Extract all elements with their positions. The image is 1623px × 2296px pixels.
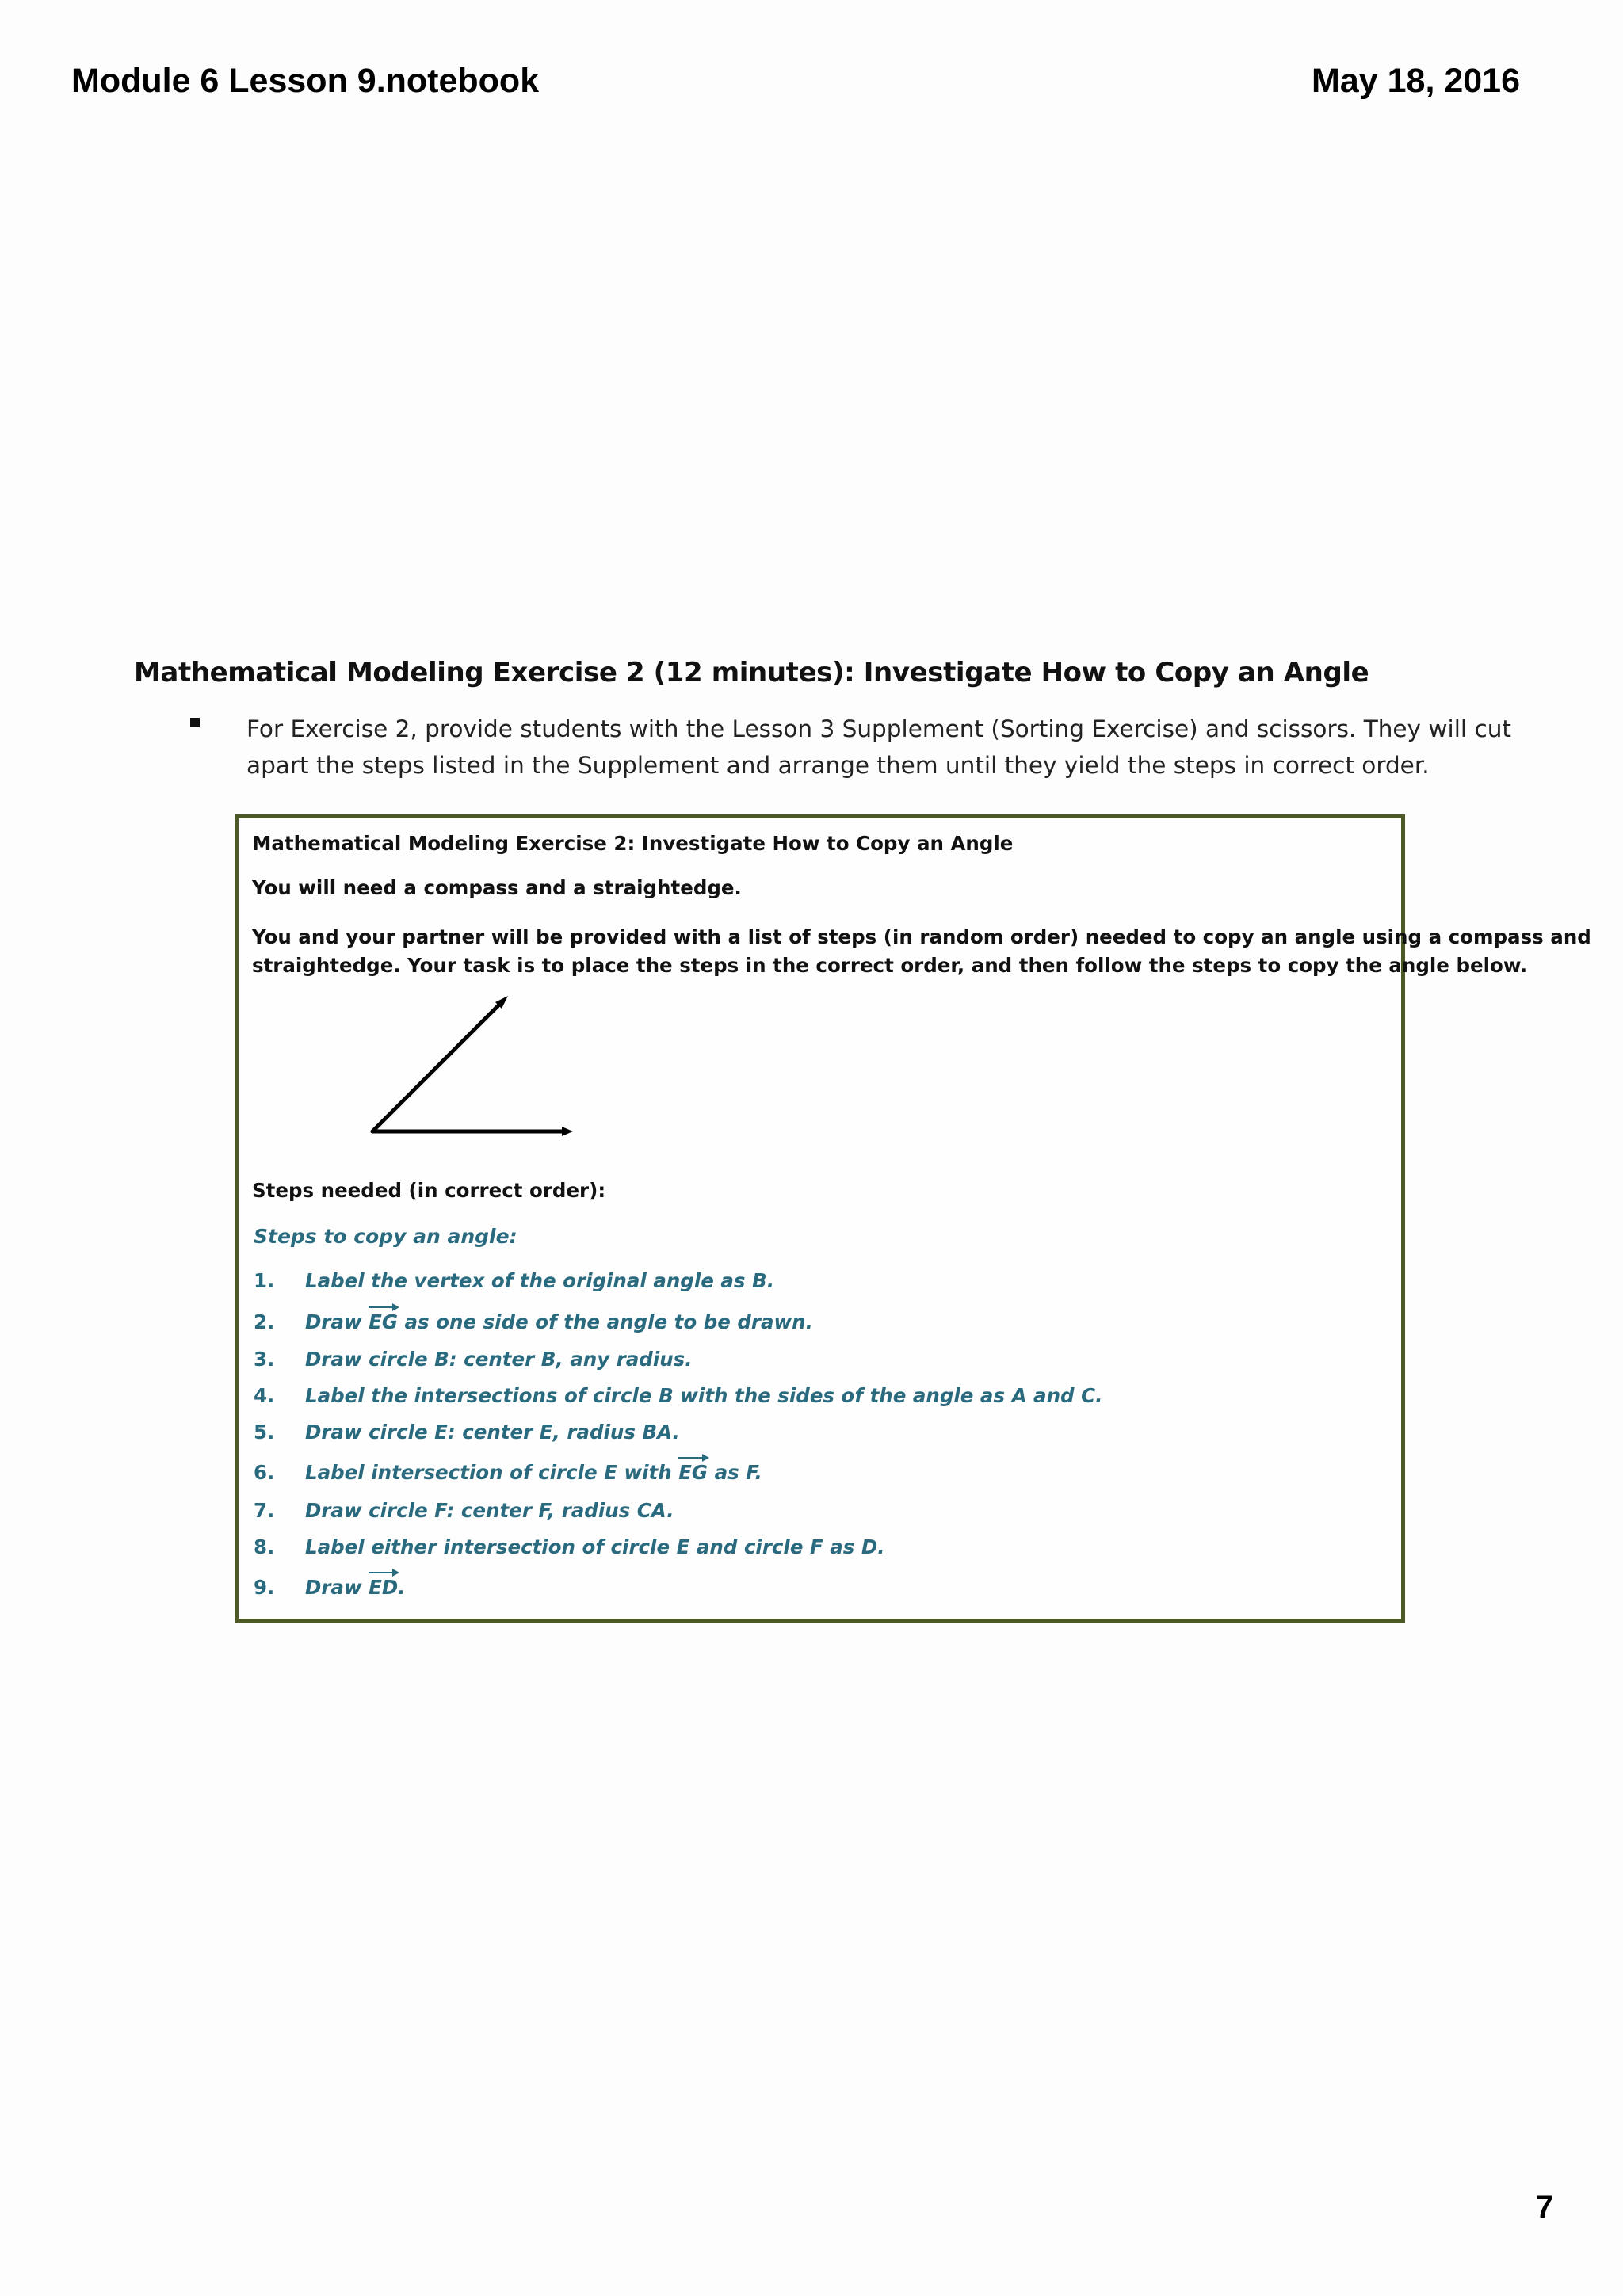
task-line: straightedge. Your task is to place the steps in the correct order, and then follow the steps to copy the angle below. bbox=[252, 954, 1528, 977]
step-number: 2. bbox=[254, 1310, 275, 1333]
ray-notation: EG bbox=[678, 1461, 708, 1484]
step-number: 9. bbox=[254, 1576, 275, 1599]
step-item bbox=[254, 1384, 1102, 1407]
angle-upper-ray bbox=[372, 1001, 503, 1131]
step-text-end: as one side of the angle to be drawn. bbox=[397, 1310, 813, 1333]
step-text: Label the intersections of circle B with the sides of the angle as A and C. bbox=[305, 1384, 1103, 1407]
lower-arrowhead bbox=[562, 1127, 573, 1136]
intro-paragraph bbox=[246, 711, 1530, 784]
notebook-title: Module 6 Lesson 9.notebook bbox=[71, 62, 540, 100]
page-number: 7 bbox=[1535, 2190, 1553, 2225]
step-text: Draw circle F: center F, radius CA. bbox=[305, 1499, 674, 1522]
exercise-title: Mathematical Modeling Exercise 2: Investigate How to Copy an Angle bbox=[252, 832, 1014, 855]
step-item bbox=[254, 1576, 406, 1599]
step-item bbox=[254, 1348, 693, 1371]
step-number: 3. bbox=[254, 1348, 275, 1371]
step-number: 7. bbox=[254, 1499, 275, 1522]
step-text: Draw bbox=[305, 1576, 369, 1599]
step-text-end: . bbox=[398, 1576, 406, 1599]
step-item bbox=[254, 1269, 774, 1292]
task-line: You and your partner will be provided with a list of steps (in random order) needed to copy an angle using a compass and bbox=[252, 925, 1591, 948]
step-text-end: as F. bbox=[708, 1461, 762, 1484]
materials-needed: You will need a compass and a straightedge. bbox=[252, 876, 742, 899]
step-number: 5. bbox=[254, 1421, 275, 1444]
step-text: Draw circle E: center E, radius BA. bbox=[305, 1421, 680, 1444]
step-item bbox=[254, 1461, 762, 1484]
steps-needed-label: Steps needed (in correct order): bbox=[252, 1179, 606, 1202]
intro-line: apart the steps listed in the Supplement and arrange them until they yield the steps in correct order. bbox=[246, 752, 1430, 779]
bullet-icon bbox=[190, 718, 200, 727]
task-description bbox=[252, 923, 1591, 980]
intro-line: For Exercise 2, provide students with the Lesson 3 Supplement (Sorting Exercise) and scissors. They will cut bbox=[246, 715, 1511, 742]
step-item bbox=[254, 1421, 680, 1444]
notebook-date: May 18, 2016 bbox=[1312, 62, 1520, 100]
section-title: Mathematical Modeling Exercise 2 (12 minutes): Investigate How to Copy an Angle bbox=[134, 657, 1369, 688]
step-text: Draw bbox=[305, 1310, 369, 1333]
step-number: 4. bbox=[254, 1384, 275, 1407]
step-number: 1. bbox=[254, 1269, 275, 1292]
step-text: Draw circle B: center B, any radius. bbox=[305, 1348, 693, 1371]
angle-figure bbox=[361, 990, 582, 1141]
ray-notation: ED bbox=[369, 1576, 399, 1599]
step-item bbox=[254, 1535, 885, 1558]
step-number: 8. bbox=[254, 1535, 275, 1558]
ray-notation: EG bbox=[369, 1310, 398, 1333]
step-text-end: B. bbox=[752, 1269, 775, 1292]
step-item bbox=[254, 1310, 813, 1333]
step-number: 6. bbox=[254, 1461, 275, 1484]
step-item bbox=[254, 1499, 674, 1522]
step-text: Label the vertex of the original angle as bbox=[305, 1269, 753, 1292]
step-text: Label intersection of circle E with bbox=[305, 1461, 679, 1484]
steps-heading: Steps to copy an angle: bbox=[254, 1225, 517, 1248]
step-text: Label either intersection of circle E and circle F as D. bbox=[305, 1535, 885, 1558]
